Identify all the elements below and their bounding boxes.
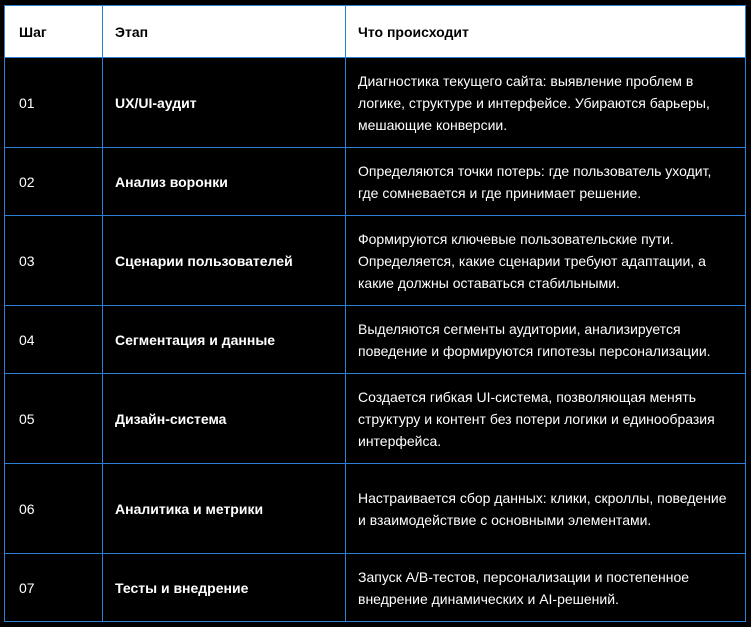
table-body xyxy=(5,58,746,622)
stage-description: Запуск A/B-тестов, персонализации и постепенное внедрение динамических и AI-решений. xyxy=(346,554,746,622)
step-number: 05 xyxy=(5,374,103,464)
stage-description: Создается гибкая UI-система, позволяющая менять структуру и контент без потери логики и единообразия интерфейса. xyxy=(346,374,746,464)
step-number: 03 xyxy=(5,216,103,306)
table-row xyxy=(5,306,746,374)
header-step: Шаг xyxy=(5,6,103,58)
stage-name: Аналитика и метрики xyxy=(103,464,346,554)
stage-description: Настраивается сбор данных: клики, скроллы, поведение и взаимодействие с основными элементами. xyxy=(346,464,746,554)
step-number: 06 xyxy=(5,464,103,554)
table-row xyxy=(5,464,746,554)
header-description: Что происходит xyxy=(346,6,746,58)
stage-description: Формируются ключевые пользовательские пути. Определяется, какие сценарии требуют адаптации, а какие должны оставаться стабильными. xyxy=(346,216,746,306)
stage-name: Тесты и внедрение xyxy=(103,554,346,622)
stage-name: Дизайн-система xyxy=(103,374,346,464)
stage-description: Диагностика текущего сайта: выявление проблем в логике, структуре и интерфейсе. Убираются барьеры, мешающие конверсии. xyxy=(346,58,746,148)
table-row xyxy=(5,216,746,306)
table-row xyxy=(5,148,746,216)
table-row xyxy=(5,554,746,622)
stage-name: Сценарии пользователей xyxy=(103,216,346,306)
table-row xyxy=(5,58,746,148)
stage-description: Выделяются сегменты аудитории, анализируется поведение и формируются гипотезы персонализации. xyxy=(346,306,746,374)
stage-name: Сегментация и данные xyxy=(103,306,346,374)
stage-description: Определяются точки потерь: где пользователь уходит, где сомневается и где принимает решение. xyxy=(346,148,746,216)
process-table xyxy=(4,5,746,622)
stage-name: UX/UI-аудит xyxy=(103,58,346,148)
table-row xyxy=(5,374,746,464)
step-number: 01 xyxy=(5,58,103,148)
header-stage: Этап xyxy=(103,6,346,58)
step-number: 04 xyxy=(5,306,103,374)
header-row xyxy=(5,6,746,58)
step-number: 02 xyxy=(5,148,103,216)
table-header xyxy=(5,6,746,58)
stage-name: Анализ воронки xyxy=(103,148,346,216)
step-number: 07 xyxy=(5,554,103,622)
